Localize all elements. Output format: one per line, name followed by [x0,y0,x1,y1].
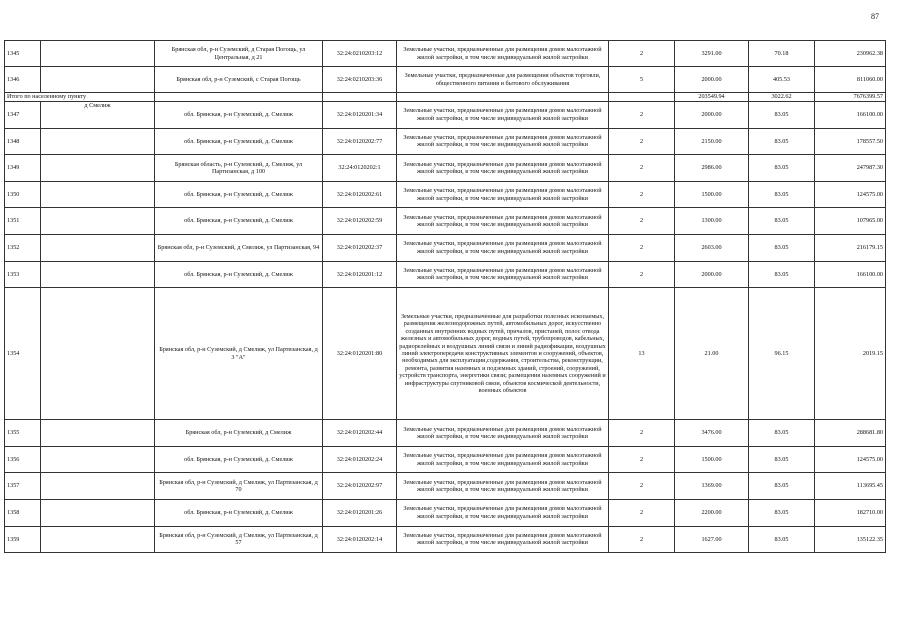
rate-cell: 83.05 [749,499,815,526]
table-row [5,208,886,235]
value-cell: 178557.50 [815,128,886,155]
locality-cell [41,446,155,473]
cadastral-number-cell: 32:24:0120202:61 [323,181,397,208]
address-cell: обл. Брянская, р-н Суземский, д. Смелиж [155,102,323,129]
cadastral-number-cell: 32:24:0120202:1 [323,155,397,182]
group-cell: 5 [609,67,675,93]
area-cell: 1500.00 [675,446,749,473]
land-use-cell: Земельные участки, предназначенные для размещения домов малоэтажной жилой застройки, в том числе индивидуальной жилой застройки [397,473,609,500]
locality-cell [41,473,155,500]
address-cell: обл. Брянская, р-н Суземский, д. Смелиж [155,181,323,208]
land-use-cell: Земельные участки, предназначенные для размещения домов малоэтажной жилой застройки, в том числе индивидуальной жилой застройки [397,128,609,155]
rate-cell: 83.05 [749,526,815,553]
address-cell: Брянская обл, р-н Суземский, д Смелиж, ул Партизанская, д 57 [155,526,323,553]
cadastral-number-cell: 32:24:0120201:12 [323,261,397,288]
locality-cell [41,526,155,553]
land-use-cell: Земельные участки, предназначенные для размещения домов малоэтажной жилой застройки, в том числе индивидуальной жилой застройки [397,526,609,553]
row-number: 1358 [5,499,41,526]
group-cell: 2 [609,102,675,129]
table-row [5,261,886,288]
address-cell: обл. Брянская, р-н Суземский, д. Смелиж [155,261,323,288]
value-cell: 113695.45 [815,473,886,500]
area-cell: 3291.00 [675,41,749,67]
value-cell: 107965.00 [815,208,886,235]
land-use-cell: Земельные участки, предназначенные для размещения домов малоэтажной жилой застройки, в том числе индивидуальной жилой застройки [397,155,609,182]
table-row [5,234,886,261]
group-cell: 2 [609,155,675,182]
locality-cell [41,208,155,235]
land-use-cell: Земельные участки, предназначенные для размещения домов малоэтажной жилой застройки, в том числе индивидуальной жилой застройки [397,102,609,129]
cadastral-number-cell: 32:24:0120202:77 [323,128,397,155]
address-cell: обл. Брянская, р-н Суземский, д. Смелиж [155,208,323,235]
group-cell: 2 [609,420,675,447]
row-number: 1351 [5,208,41,235]
table-body [5,41,886,553]
value-cell: 135122.35 [815,526,886,553]
value-cell: 216179.15 [815,234,886,261]
area-cell: 2000.00 [675,102,749,129]
row-number: 1347 [5,102,41,129]
land-use-cell: Земельные участки, предназначенные для размещения домов малоэтажной жилой застройки, в том числе индивидуальной жилой застройки [397,41,609,67]
group-cell: 2 [609,128,675,155]
table-row [5,41,886,67]
rate-cell: 83.05 [749,208,815,235]
land-use-cell: Земельные участки, предназначенные для размещения домов малоэтажной жилой застройки, в том числе индивидуальной жилой застройки [397,181,609,208]
group-cell: 2 [609,446,675,473]
cadastral-number-cell: 32:24:0120202:37 [323,234,397,261]
cadastral-value-table [4,40,886,553]
land-use-cell: Земельные участки, предназначенные для размещения домов малоэтажной жилой застройки, в том числе индивидуальной жилой застройки [397,234,609,261]
rate-cell: 83.05 [749,128,815,155]
value-cell: 288681.80 [815,420,886,447]
row-number: 1353 [5,261,41,288]
group-cell: 2 [609,41,675,67]
value-cell: 811060.00 [815,67,886,93]
area-cell: 2200.00 [675,499,749,526]
total-value: 7676399.57 [815,93,886,102]
table-row [5,181,886,208]
page-number: 87 [871,12,879,21]
address-cell: Брянская обл, р-н Суземский, д Смелиж, ул Партизанская, 94 [155,234,323,261]
rate-cell: 83.05 [749,446,815,473]
locality-cell [41,41,155,67]
land-use-cell: Земельные участки, предназначенные для размещения домов малоэтажной жилой застройки, в том числе индивидуальной жилой застройки [397,208,609,235]
area-cell: 1500.00 [675,181,749,208]
land-use-cell: Земельные участки, предназначенные для разработки полезных ископаемых, размещения железнодорожных путей, автомобильных дорог, искусственно созданных внутренних водных путей, причалов, пристаней, полос отвода железных и автомобильных дорог, водных путей, трубопроводов, кабельных, радиорелейных и воздушных линий связи и линий радиофикации, воздушных линий электропередачи конструктивных элементов и сооружений, объектов, необходимых для эксплуатации,содержания, строительства, реконструкции, ремонта, развития наземных и подземных зданий, строений, сооружений, устройств транспорта, энергетики связи; размещения наземных сооружений и инфраструктуры спутниковой связи, объектов космической деятельности, военных объектов [397,288,609,420]
address-cell: обл. Брянская, р-н Суземский, д. Смелиж [155,446,323,473]
cadastral-number-cell: 32:24:0210203:12 [323,41,397,67]
land-use-cell: Земельные участки, предназначенные для размещения объектов торговли, общественного питания и бытового обслуживания [397,67,609,93]
table-row [5,288,886,420]
land-use-cell: Земельные участки, предназначенные для размещения домов малоэтажной жилой застройки, в том числе индивидуальной жилой застройки [397,261,609,288]
group-cell: 2 [609,234,675,261]
locality-cell [41,181,155,208]
area-cell: 3476.00 [675,420,749,447]
row-number: 1355 [5,420,41,447]
row-number: 1356 [5,446,41,473]
empty-cell [609,93,675,102]
cadastral-number-cell: 32:24:0120202:14 [323,526,397,553]
area-cell: 2000.00 [675,67,749,93]
cadastral-number-cell: 32:24:0120201:80 [323,288,397,420]
locality-cell [41,128,155,155]
group-cell: 2 [609,208,675,235]
empty-cell [323,93,397,102]
locality-cell [41,499,155,526]
cadastral-number-cell: 32:24:0120202:59 [323,208,397,235]
land-use-cell: Земельные участки, предназначенные для размещения домов малоэтажной жилой застройки, в том числе индивидуальной жилой застройки [397,446,609,473]
group-cell: 2 [609,526,675,553]
area-cell: 2150.00 [675,128,749,155]
table-row [5,420,886,447]
rate-cell: 70.18 [749,41,815,67]
value-cell: 124575.00 [815,181,886,208]
land-use-cell: Земельные участки, предназначенные для размещения домов малоэтажной жилой застройки, в том числе индивидуальной жилой застройки [397,499,609,526]
land-use-cell: Земельные участки, предназначенные для размещения домов малоэтажной жилой застройки, в том числе индивидуальной жилой застройки [397,420,609,447]
cadastral-number-cell: 32:24:0120202:44 [323,420,397,447]
address-cell: Брянская обл, р-н Суземский, д Старая Погощь, ул Центральная, д 21 [155,41,323,67]
table-row [5,446,886,473]
group-cell: 2 [609,473,675,500]
cadastral-number-cell: 32:24:0120201:26 [323,499,397,526]
group-cell: 2 [609,261,675,288]
empty-cell [155,93,323,102]
locality-cell [41,234,155,261]
area-cell: 2986.00 [675,155,749,182]
table-row [5,473,886,500]
locality-cell: д Смелиж [41,102,155,129]
row-number: 1348 [5,128,41,155]
table-row [5,499,886,526]
area-cell: 21.00 [675,288,749,420]
rate-cell: 83.05 [749,234,815,261]
area-cell: 1300.00 [675,208,749,235]
total-area: 203549.94 [675,93,749,102]
group-cell: 2 [609,499,675,526]
locality-cell [41,420,155,447]
rate-cell: 83.05 [749,473,815,500]
area-cell: 2603.00 [675,234,749,261]
group-cell: 13 [609,288,675,420]
address-cell: Брянская область, р-н Суземский, д. Смелиж, ул Партизанская, д 100 [155,155,323,182]
row-number: 1352 [5,234,41,261]
row-number: 1349 [5,155,41,182]
row-number: 1359 [5,526,41,553]
cadastral-number-cell: 32:24:0120202:97 [323,473,397,500]
row-number: 1350 [5,181,41,208]
locality-cell [41,261,155,288]
rate-cell: 83.05 [749,261,815,288]
rate-cell: 405.53 [749,67,815,93]
address-cell: Брянская обл, р-н Суземский, д Смелиж [155,420,323,447]
total-label: Итого по населенному пункту [5,93,155,102]
group-cell: 2 [609,181,675,208]
area-cell: 1627.00 [675,526,749,553]
value-cell: 124575.00 [815,446,886,473]
total-rate: 3022.62 [749,93,815,102]
address-cell: Брянская обл, р-н Суземский, с Старая Погощь [155,67,323,93]
row-number: 1354 [5,288,41,420]
value-cell: 166100.00 [815,261,886,288]
area-cell: 1369.00 [675,473,749,500]
locality-cell [41,155,155,182]
address-cell: Брянская обл, р-н Суземский, д Смелиж, ул Партизанская, д 70 [155,473,323,500]
value-cell: 182710.00 [815,499,886,526]
cadastral-number-cell: 32:24:0120202:24 [323,446,397,473]
row-number: 1346 [5,67,41,93]
cadastral-number-cell: 32:24:0120201:34 [323,102,397,129]
row-number: 1345 [5,41,41,67]
address-cell: Брянская обл, р-н Суземский, д Смелиж, ул Партизанская, д 3 "А" [155,288,323,420]
value-cell: 166100.00 [815,102,886,129]
table-row [5,128,886,155]
table-row [5,526,886,553]
area-cell: 2000.00 [675,261,749,288]
value-cell: 230962.38 [815,41,886,67]
empty-cell [397,93,609,102]
value-cell: 2019.15 [815,288,886,420]
value-cell: 247987.30 [815,155,886,182]
row-number: 1357 [5,473,41,500]
rate-cell: 83.05 [749,181,815,208]
rate-cell: 83.05 [749,155,815,182]
rate-cell: 83.05 [749,420,815,447]
total-row [5,93,886,102]
locality-cell [41,288,155,420]
address-cell: обл. Брянская, р-н Суземский, д. Смелиж [155,499,323,526]
table-row [5,67,886,93]
locality-cell [41,67,155,93]
address-cell: обл. Брянская, р-н Суземский, д. Смелиж [155,128,323,155]
cadastral-number-cell: 32:24:0210203:36 [323,67,397,93]
table-row [5,102,886,129]
rate-cell: 83.05 [749,102,815,129]
table-row [5,155,886,182]
rate-cell: 96.15 [749,288,815,420]
